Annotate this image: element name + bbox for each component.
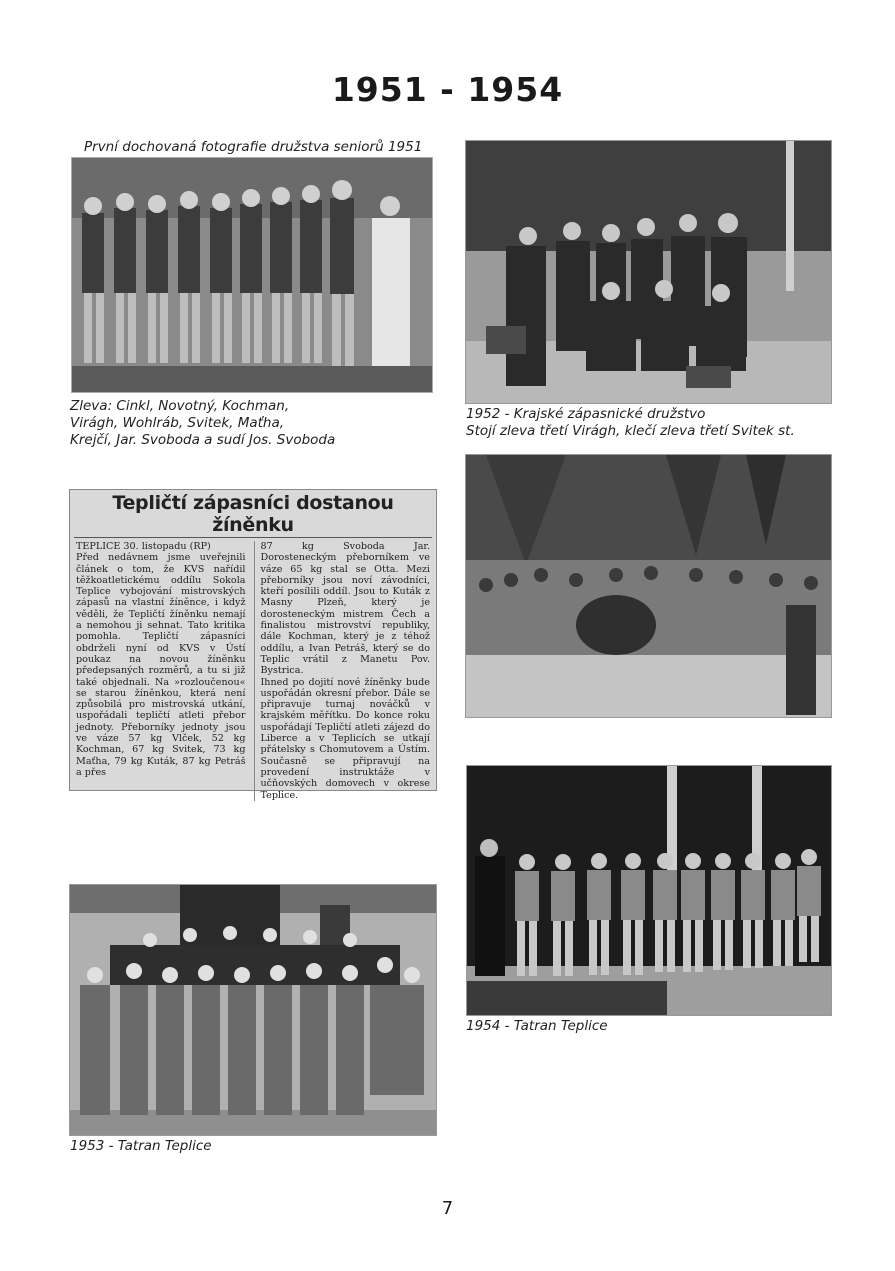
clipping-headline: Tepličtí zápasníci dostanou žíněnku xyxy=(74,492,432,538)
photo-1954-tatran-teplice xyxy=(466,765,832,1016)
photo-wrestling-match xyxy=(465,454,832,718)
clipping-column-2: 87 kg Svoboda Jar. Dorosteneckým přeborníkem ve váze 65 kg stal se Otta. Mezi přeborníky jsou noví závodníci, kteří posílili oddíl. Jsou to Kuták z Masny Plzeň, který je dorosteneckým mistrem Čech a finalistou mistrovství republiky, dále Kochman, který je z téhož oddílu, a Ivan Petráš, který se do Teplic vrátil z Manetu Pov. Bystrica. Ihned po dojití nové žíněnky bude uspořádán okresní přebor. Dále se připravuje turnaj nováčků v krajském měřítku. Do konce roku uspořádají Tepličtí atleti zájezd do Liberce a v Teplicích se utkají přátelsky s Chomutovem a Ústím. Současně se připravují na provedení instruktáže v učňovských domovech v okrese Teplice. xyxy=(254,541,431,801)
newspaper-clipping xyxy=(69,489,437,801)
photo-1952-regional-team xyxy=(465,140,832,404)
photo-1951-caption-names: Zleva: Cinkl, Novotný, Kochman, Virágh, Wohlráb, Svitek, Maťha, Krejčí, Jar. Svoboda a sudí Jos. Svoboda xyxy=(70,398,336,448)
page-title: 1951 - 1954 xyxy=(331,70,564,109)
clipping-column-1: TEPLICE 30. listopadu (RP) Před nedávnem jsme uveřejnili článek o tom, že KVS nařídil těžkoatletickému oddílu Sokola Teplice vybojování mistrovských zápasů na vlastní žíněnce, i když věděli, že Tepličtí žíněnku nemají a nemohou ji sehnat. Tato kritika pomohla. Tepličtí zápasníci obdrželi nyní od KVS v Ústí poukaz na novou žíněnku předepsaných rozměrů, a tu si již také objednali. Na »rozloučenou« se starou žíněnkou, která není způsobilá pro mistrovská utkání, uspořádali tepličtí atleti přebor jednoty. Přeborníky jednoty jsou ve váze 57 kg Vlček, 52 kg Kochman, 67 kg Svitek, 73 kg Maťha, 79 kg Kuták, 87 kg Petráš a přes xyxy=(76,541,246,778)
photo-1951-caption-top: První dochovaná fotografie družstva seniorů 1951 xyxy=(84,139,423,155)
photo-1954-caption: 1954 - Tatran Teplice xyxy=(466,1018,608,1034)
photo-1952-caption: 1952 - Krajské zápasnické družstvo Stojí zleva třetí Virágh, klečí zleva třetí Svitek st. xyxy=(466,406,795,439)
photo-1951-team xyxy=(71,157,433,393)
photo-1953-caption: 1953 - Tatran Teplice xyxy=(70,1138,212,1154)
page-number: 7 xyxy=(441,1198,454,1219)
photo-1953-tatran-teplice xyxy=(69,884,437,1136)
